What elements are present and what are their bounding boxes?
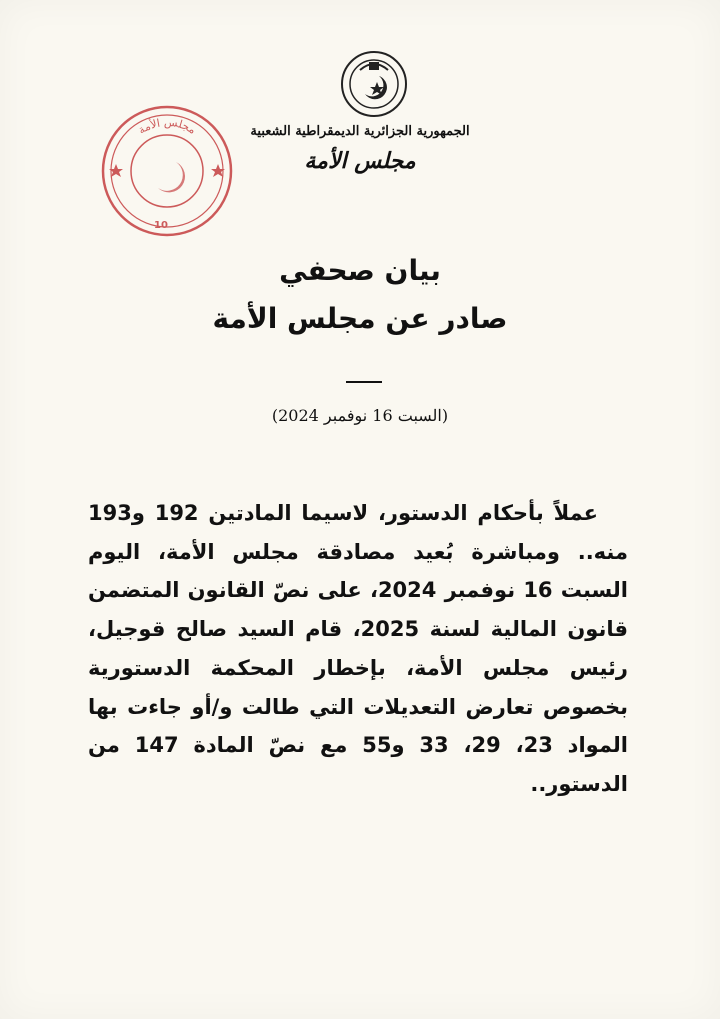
statement-body [88,494,628,804]
stamp-label: مجلس الأمة [135,115,199,137]
document-date: (السبت 16 نوفمبر 2024) [271,406,449,425]
document-title: بيان صحفي [279,254,441,287]
svg-text:مجلس الأمة [136,116,199,137]
national-emblem-icon [335,50,413,118]
official-stamp-icon [100,104,234,238]
council-name: مجلس الأمة [304,148,416,174]
stamp-number: 10 [154,220,168,231]
title-divider [346,381,382,383]
republic-name: الجمهورية الجزائرية الديمقراطية الشعبية [250,124,470,139]
statement-paragraph: عملاً بأحكام الدستور، لاسيما المادتين 192 و193 منه.. ومباشرة بُعيد مصادقة مجلس الأمة، اليوم السبت 16 نوفمبر 2024، على نصّ القانون المتضمن قانون المالية لسنة 2025، قام السيد صالح قوجيل، رئيس مجلس الأمة، بإخطار المحكمة الدستورية بخصوص تعارض التعديلات التي طالت و/أو جاءت بها المواد 23، 29، 33 و55 مع نصّ المادة 147 من الدستور.. [88,501,628,796]
document-subtitle: صادر عن مجلس الأمة [212,302,508,335]
